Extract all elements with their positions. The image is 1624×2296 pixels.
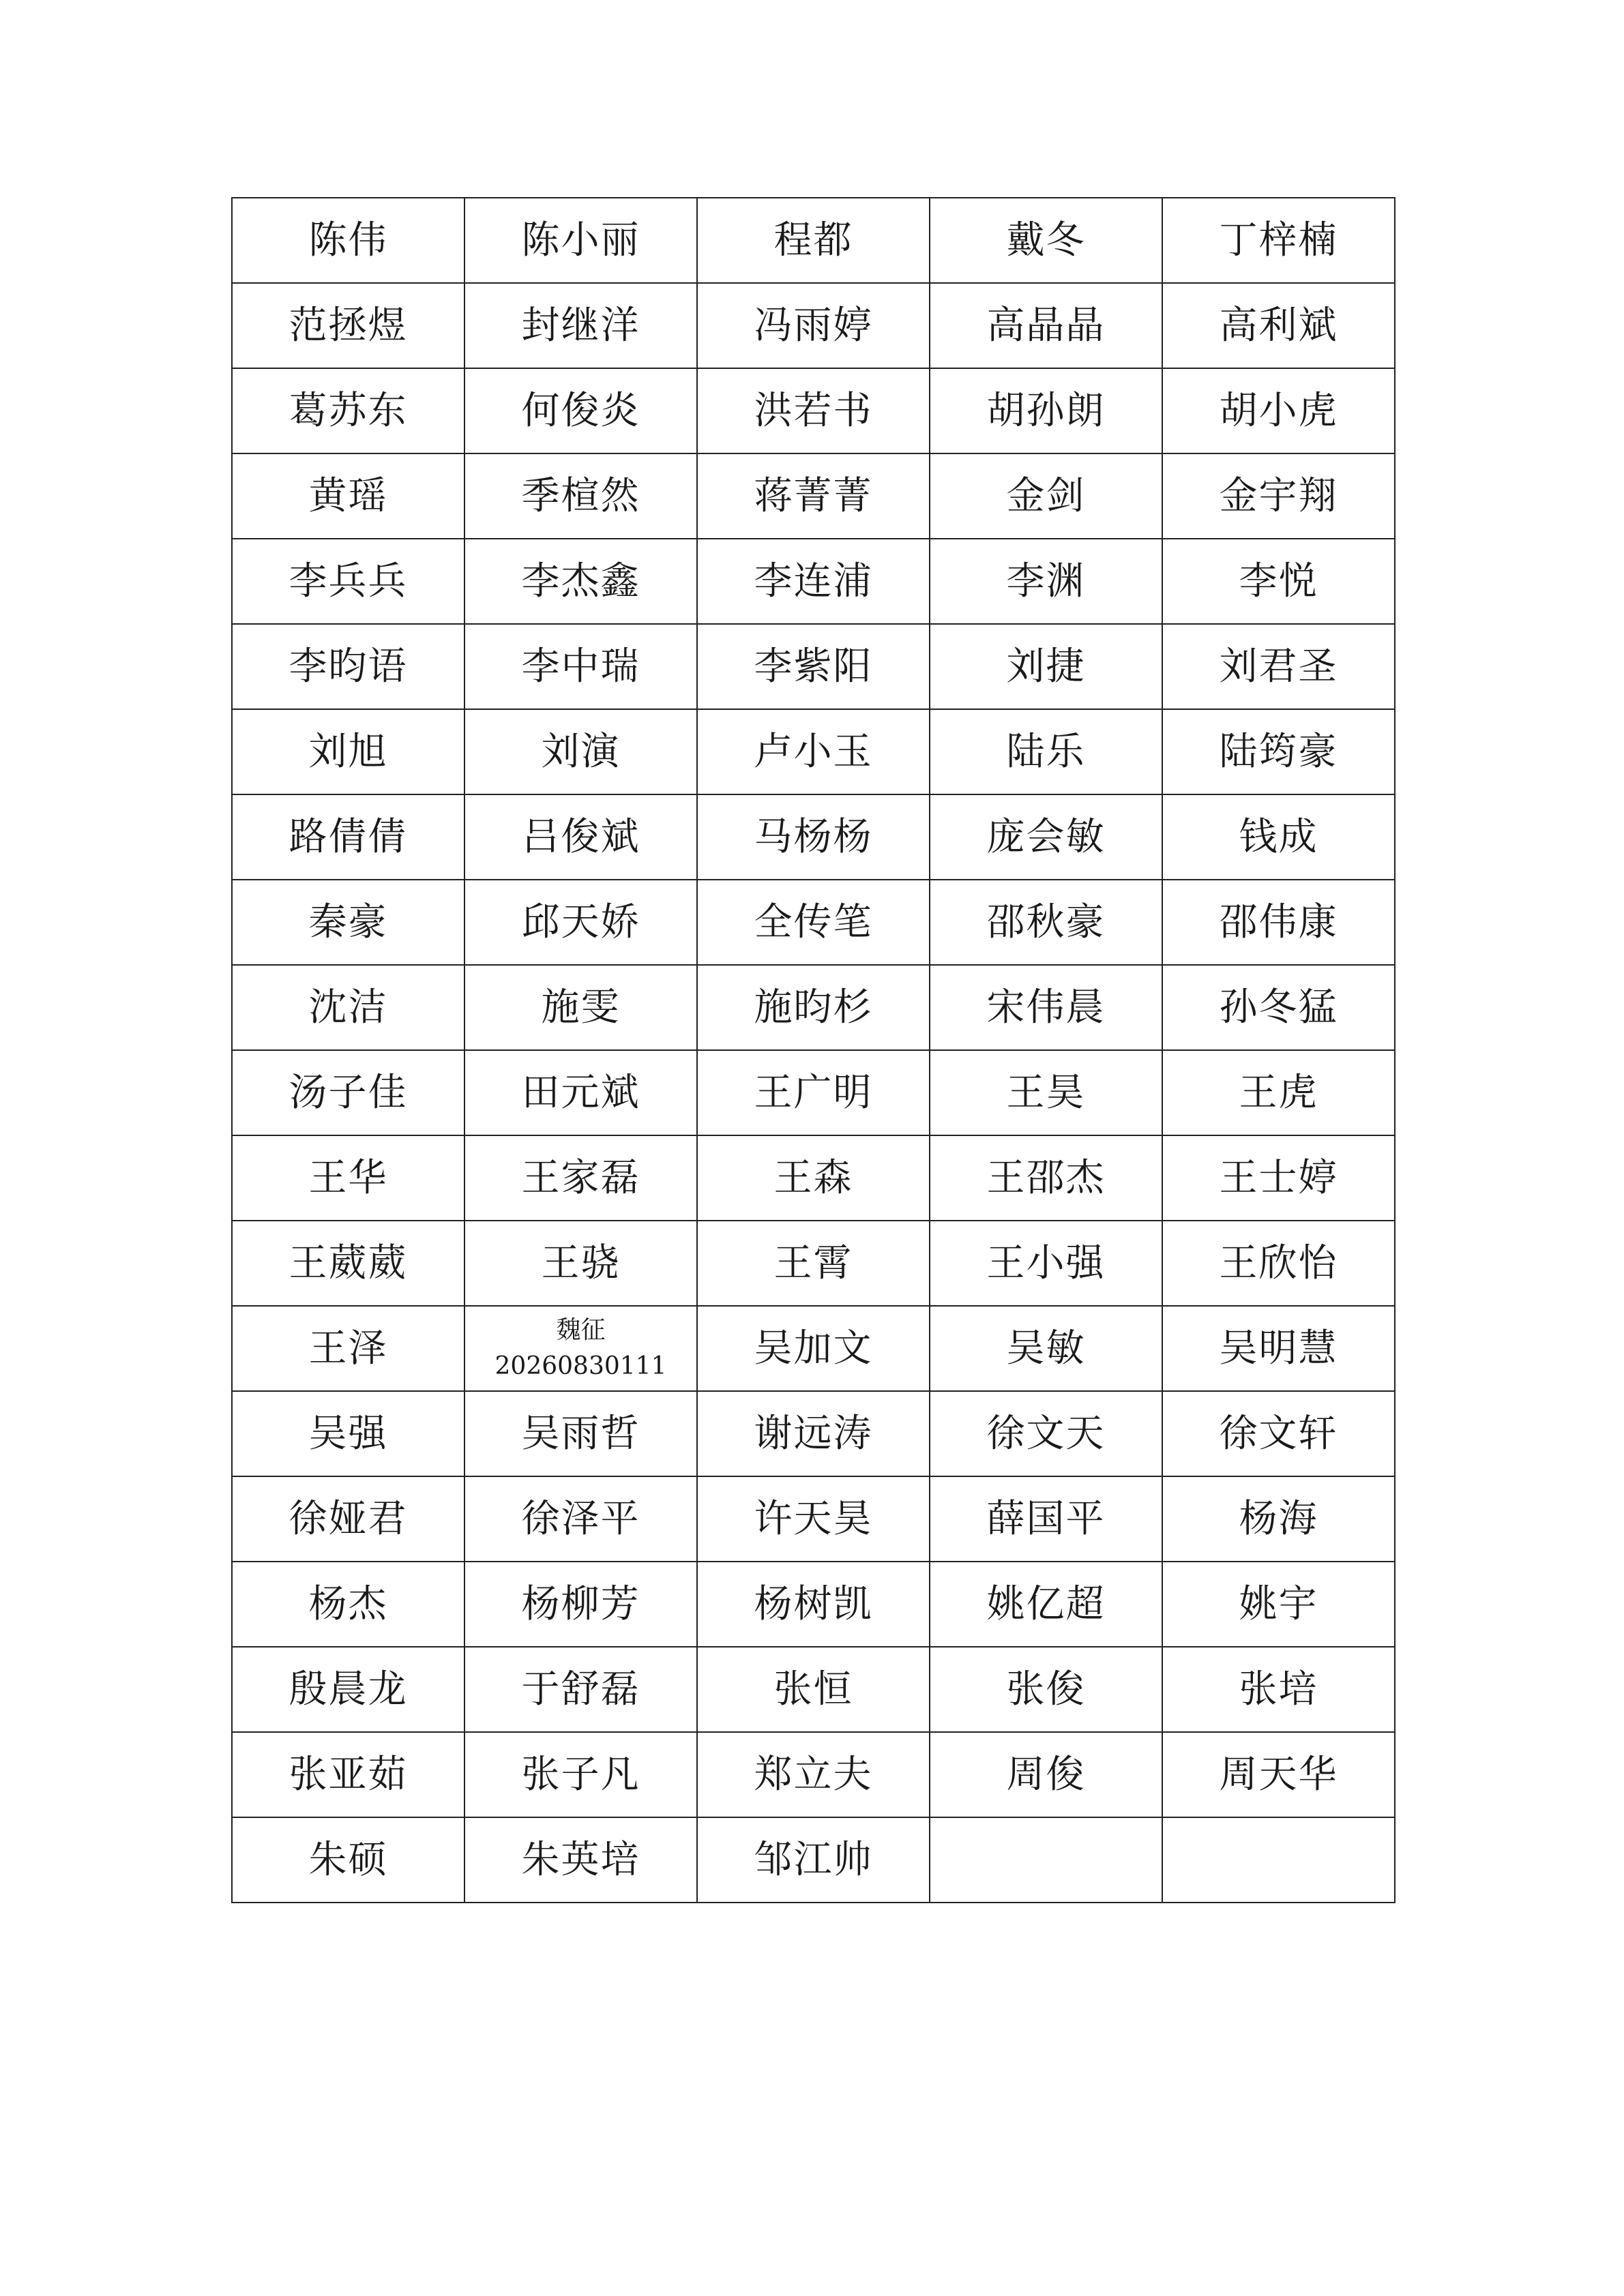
name-cell (464, 1306, 697, 1391)
name-cell: 刘旭 (232, 709, 464, 794)
name-cell: 王家磊 (464, 1135, 697, 1221)
name-cell: 李中瑞 (464, 624, 697, 709)
name-cell: 卢小玉 (697, 709, 930, 794)
name-cell: 金剑 (930, 453, 1162, 539)
table-row (232, 624, 1395, 709)
name-cell: 陆筠豪 (1162, 709, 1395, 794)
name-cell: 范拯煜 (232, 283, 464, 368)
table-row (232, 794, 1395, 880)
name-cell: 张亚茹 (232, 1732, 464, 1817)
name-cell: 施雯 (464, 965, 697, 1050)
name-cell (1162, 1817, 1395, 1903)
name-cell: 吴敏 (930, 1306, 1162, 1391)
cell-name-text: 魏征 (556, 1316, 606, 1345)
table-row (232, 1306, 1395, 1391)
name-cell: 王森 (697, 1135, 930, 1221)
table-row (232, 965, 1395, 1050)
name-cell: 胡孙朗 (930, 368, 1162, 453)
name-cell: 姚亿超 (930, 1562, 1162, 1647)
name-cell: 王广明 (697, 1050, 930, 1135)
name-cell: 戴冬 (930, 198, 1162, 283)
name-cell: 王骁 (464, 1221, 697, 1306)
name-cell: 李紫阳 (697, 624, 930, 709)
name-cell: 封继洋 (464, 283, 697, 368)
name-cell: 王葳葳 (232, 1221, 464, 1306)
name-cell: 郑立夫 (697, 1732, 930, 1817)
name-cell: 冯雨婷 (697, 283, 930, 368)
name-cell: 陆乐 (930, 709, 1162, 794)
name-cell: 施昀杉 (697, 965, 930, 1050)
name-cell: 李渊 (930, 539, 1162, 624)
name-cell: 朱硕 (232, 1817, 464, 1903)
name-cell: 杨海 (1162, 1476, 1395, 1562)
name-cell: 秦豪 (232, 880, 464, 965)
name-cell: 王邵杰 (930, 1135, 1162, 1221)
name-cell: 杨树凯 (697, 1562, 930, 1647)
name-cell: 王昊 (930, 1050, 1162, 1135)
name-cell: 全传笔 (697, 880, 930, 965)
name-table (231, 197, 1396, 1903)
table-row (232, 198, 1395, 283)
name-cell: 邹江帅 (697, 1817, 930, 1903)
table-row (232, 1647, 1395, 1732)
name-cell: 季楦然 (464, 453, 697, 539)
table-row (232, 539, 1395, 624)
name-cell: 田元斌 (464, 1050, 697, 1135)
name-cell: 徐文轩 (1162, 1391, 1395, 1476)
name-cell: 路倩倩 (232, 794, 464, 880)
name-cell: 洪若书 (697, 368, 930, 453)
name-cell: 刘君圣 (1162, 624, 1395, 709)
name-cell: 谢远涛 (697, 1391, 930, 1476)
table-row (232, 1476, 1395, 1562)
name-cell: 张俊 (930, 1647, 1162, 1732)
name-cell: 姚宇 (1162, 1562, 1395, 1647)
name-cell: 徐泽平 (464, 1476, 697, 1562)
name-cell: 王士婷 (1162, 1135, 1395, 1221)
name-cell: 吴加文 (697, 1306, 930, 1391)
table-row (232, 1391, 1395, 1476)
name-cell: 王华 (232, 1135, 464, 1221)
name-cell: 蒋菁菁 (697, 453, 930, 539)
name-cell: 葛苏东 (232, 368, 464, 453)
name-cell: 许天昊 (697, 1476, 930, 1562)
name-cell: 丁梓楠 (1162, 198, 1395, 283)
name-cell: 王霄 (697, 1221, 930, 1306)
name-cell: 黄瑶 (232, 453, 464, 539)
name-cell: 钱成 (1162, 794, 1395, 880)
name-cell: 程都 (697, 198, 930, 283)
table-row (232, 1050, 1395, 1135)
name-cell: 殷晨龙 (232, 1647, 464, 1732)
name-cell: 沈洁 (232, 965, 464, 1050)
table-row (232, 709, 1395, 794)
name-cell: 徐娅君 (232, 1476, 464, 1562)
name-cell: 胡小虎 (1162, 368, 1395, 453)
name-cell: 杨杰 (232, 1562, 464, 1647)
cell-id-text: 20260830111 (494, 1352, 667, 1380)
name-cell: 王泽 (232, 1306, 464, 1391)
name-cell: 张恒 (697, 1647, 930, 1732)
name-cell: 孙冬猛 (1162, 965, 1395, 1050)
name-cell: 张子凡 (464, 1732, 697, 1817)
name-cell: 吴强 (232, 1391, 464, 1476)
name-cell: 徐文天 (930, 1391, 1162, 1476)
name-cell: 朱英培 (464, 1817, 697, 1903)
name-table-body (232, 198, 1395, 1903)
name-cell: 李杰鑫 (464, 539, 697, 624)
name-cell: 周天华 (1162, 1732, 1395, 1817)
name-cell: 刘演 (464, 709, 697, 794)
name-cell: 吕俊斌 (464, 794, 697, 880)
table-row (232, 283, 1395, 368)
name-cell: 高利斌 (1162, 283, 1395, 368)
table-row (232, 1221, 1395, 1306)
name-cell: 庞会敏 (930, 794, 1162, 880)
name-cell: 杨柳芳 (464, 1562, 697, 1647)
name-cell: 吴明慧 (1162, 1306, 1395, 1391)
name-cell: 高晶晶 (930, 283, 1162, 368)
name-cell (930, 1817, 1162, 1903)
name-cell: 宋伟晨 (930, 965, 1162, 1050)
name-cell: 马杨杨 (697, 794, 930, 880)
name-cell: 邱天娇 (464, 880, 697, 965)
name-cell: 李连浦 (697, 539, 930, 624)
table-row (232, 880, 1395, 965)
name-cell: 周俊 (930, 1732, 1162, 1817)
name-cell: 陈小丽 (464, 198, 697, 283)
name-cell: 金宇翔 (1162, 453, 1395, 539)
table-row (232, 453, 1395, 539)
table-row (232, 1817, 1395, 1903)
table-row (232, 1562, 1395, 1647)
name-cell: 李兵兵 (232, 539, 464, 624)
name-cell: 薛国平 (930, 1476, 1162, 1562)
table-row (232, 368, 1395, 453)
name-cell: 张培 (1162, 1647, 1395, 1732)
name-cell: 陈伟 (232, 198, 464, 283)
table-row (232, 1135, 1395, 1221)
name-cell: 于舒磊 (464, 1647, 697, 1732)
table-row (232, 1732, 1395, 1817)
name-cell: 汤子佳 (232, 1050, 464, 1135)
name-cell: 王欣怡 (1162, 1221, 1395, 1306)
name-cell: 王虎 (1162, 1050, 1395, 1135)
name-cell: 李昀语 (232, 624, 464, 709)
name-cell: 邵伟康 (1162, 880, 1395, 965)
name-cell: 李悦 (1162, 539, 1395, 624)
name-cell: 吴雨哲 (464, 1391, 697, 1476)
name-cell: 刘捷 (930, 624, 1162, 709)
name-cell: 邵秋豪 (930, 880, 1162, 965)
name-cell: 何俊炎 (464, 368, 697, 453)
name-cell: 王小强 (930, 1221, 1162, 1306)
